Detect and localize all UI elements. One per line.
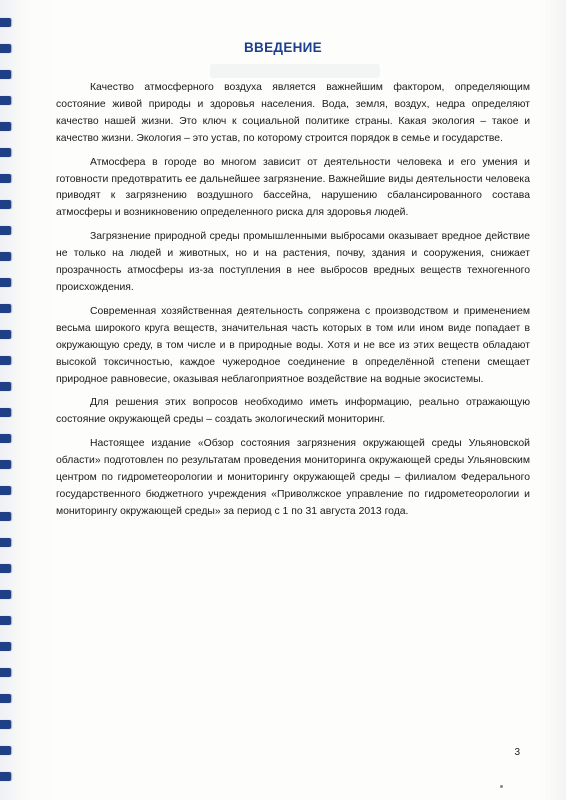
binding-ring xyxy=(0,148,11,157)
binding-ring xyxy=(0,590,11,599)
paragraph: Качество атмосферного воздуха является важнейшим фактором, определяющим состояние живой природы и здоровья населения. Вода, земля, воздух, недра определяют качество нашей жизни. Это ключ к социальной политике страны. Какая экология – такое и качество жизни. Экология – это устав, по которому строится порядок в семье и государстве. xyxy=(56,82,530,144)
paragraph: Современная хозяйственная деятельность сопряжена с производством и применением весьма широкого круга веществ, значительная часть которых в том или ином виде попадает в окружающую среду, в том числе и в природные воды. Хотя и не все из этих веществ обладают высокой токсичностью, каждое чужеродное соединение в определённой степени смещает природное равновесие, оказывая неблагоприятное воздействие на водные экосистемы. xyxy=(56,305,530,385)
binding-ring xyxy=(0,720,11,729)
binding-ring xyxy=(0,694,11,703)
document-body xyxy=(56,80,530,528)
binding-ring xyxy=(0,486,11,495)
spiral-binding xyxy=(0,0,14,800)
binding-ring xyxy=(0,616,11,625)
binding-ring xyxy=(0,96,11,105)
binding-ring xyxy=(0,434,11,443)
binding-ring xyxy=(0,408,11,417)
binding-ring xyxy=(0,382,11,391)
binding-ring xyxy=(0,356,11,365)
paragraph: Настоящее издание «Обзор состояния загрязнения окружающей среды Ульяновской области» подготовлен по результатам проведения мониторинга окружающей среды Ульяновским центром по гидрометеорологии и мониторингу окружающей среды – филиалом Федерального государственного бюджетного учреждения «Приволжское управление по гидрометеорологии и мониторингу окружающей среды» за период с 1 по 31 августа 2013 года. xyxy=(56,438,530,517)
binding-ring xyxy=(0,746,11,755)
binding-ring xyxy=(0,226,11,235)
binding-ring xyxy=(0,642,11,651)
binding-ring xyxy=(0,538,11,547)
binding-ring xyxy=(0,278,11,287)
binding-ring xyxy=(0,200,11,209)
binding-ring xyxy=(0,330,11,339)
binding-ring xyxy=(0,122,11,131)
binding-ring xyxy=(0,668,11,677)
binding-ring xyxy=(0,512,11,521)
binding-ring xyxy=(0,18,11,27)
binding-ring xyxy=(0,304,11,313)
binding-ring xyxy=(0,772,11,781)
paragraph: Для решения этих вопросов необходимо иметь информацию, реально отражающую состояние окружающей среды – создать экологический мониторинг. xyxy=(56,397,530,426)
binding-ring xyxy=(0,252,11,261)
binding-ring xyxy=(0,70,11,79)
binding-ring xyxy=(0,460,11,469)
paragraph: Атмосфера в городе во многом зависит от деятельности человека и его умения и готовности предотвратить ее дальнейшее загрязнение. Важнейшие виды деятельности человека приводят к загрязнению воздушного бассейна, нарушению сбалансированного состава атмосферы и возникновению определенного риска для здоровья людей. xyxy=(56,156,530,219)
scan-speck xyxy=(500,785,503,788)
page-number: 3 xyxy=(514,747,520,758)
bleed-through-mark xyxy=(210,64,380,78)
paragraph: Загрязнение природной среды промышленными выбросами оказывает вредное действие не только на людей и животных, но и на растения, почву, здания и сооружения, снижает прозрачность атмосферы из-за поступления в нее выбросов вредных веществ техногенного происхождения. xyxy=(56,231,530,293)
page-title: ВВЕДЕНИЕ xyxy=(244,40,322,55)
binding-ring xyxy=(0,174,11,183)
binding-ring xyxy=(0,564,11,573)
